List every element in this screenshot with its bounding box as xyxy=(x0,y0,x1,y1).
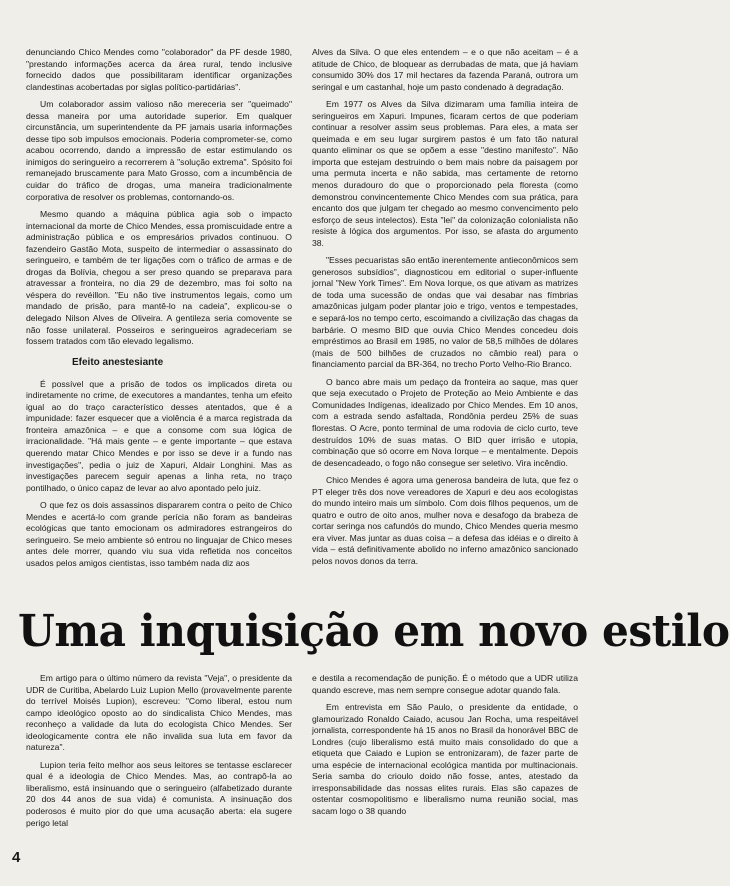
paragraph: Lupion teria feito melhor aos seus leitores se tentasse esclarecer qual é a ideologia de Chico Mendes. Mas, ao contrapô-la ao liberalismo, está insinuando que o seringueiro (alfabetizado durante 20 dos 44 anos de sua vida) é comunista. A insinuação dos poderosos é muito pior do que uma acusação aberta: ela sugere perigo letal xyxy=(26,759,292,828)
page-number: 4 xyxy=(12,849,21,866)
article-right-column xyxy=(312,673,578,824)
paragraph: O que fez os dois assassinos dispararem contra o peito de Chico Mendes e acertá-lo com grande perícia não foram as bandeiras ecológicas que tanto emocionam os admiradores estrangeiros do seringueiro. Se meio ambiente só entrou no linguajar de Chico meses antes dele morrer, quando viu sua vida refletida nos conceitos usados pelos amigos cientistas, isso também nada diz aos xyxy=(26,500,292,568)
right-column xyxy=(312,47,578,574)
paragraph: Um colaborador assim valioso não mereceria ser "queimado" dessa maneira por uma autoridade superior. Em qualquer circunstância, um superintendente da PF jamais usaria informações desse tipo sob impulsos emocionais. Poderia comprometer-se, como acabou ocorrendo, dando a impressão de estar estimulando os inimigos do seringueiro a recorrerem à "solução extrema". Spósito foi remanejado bruscamente para Mato Grosso, com a incumbência de cuidar do tráfico de drogas, uma maneira tradicionalmente corporativa de resolver os problemas, contornando-os. xyxy=(26,99,292,202)
paragraph: Em 1977 os Alves da Silva dizimaram uma família inteira de seringueiros em Xapuri. Impunes, ficaram certos de que poderiam continuar a resolver assim seus problemas. Para eles, a mata ser queimada e em seu lugar surgirem pastos é um fato tão natural quanto eliminar os que se opõem a esse "destino manifesto". Não importa que estejam destruindo o bem mais nobre da paisagem por uma permuta incerta e não sabida, mas certamente de retorno menos duradouro do que o proporcionado pela floresta (como demonstrou convincentemente Chico Mendes com sua prática, para encanto dos que julgam ter chegado ao mesmo convencimento pelo esforço de seus intelectos). Esta "lei" da colonização colonialista não resiste à lógica dos argumentos. Por isso, se afasta do argumento 38. xyxy=(312,99,578,248)
paragraph: É possível que a prisão de todos os implicados direta ou indiretamente no crime, de executores a mandantes, tenha um efeito igual ao do traço característico desses atentados, que é a impunidade: fazer esquecer que a violência é a marca registrada da fronteira amazônica – e que a consome com sua lógica de irracionalidade. "Há mais gente – e gente importante – que estava querendo matar Chico Mendes e por isso se deve ir a fundo nas investigações", pedia o juiz de Xapuri, Aldair Longhini. Mas as investigações parecem seguir apenas a linha reta, no traço pontilhado, o único capaz de levar ao alvo apontado pelo juiz. xyxy=(26,378,292,493)
article-left-column xyxy=(26,673,292,835)
paragraph: denunciando Chico Mendes como "colaborador" da PF desde 1980, "prestando informações acerca da área rural, tendo inclusive fornecido dados que possibilitaram identificar organizações clandestinas acobertadas por siglas político-partidárias". xyxy=(26,47,292,92)
article-headline: Uma inquisição em novo estilo xyxy=(18,606,730,657)
paragraph: Mesmo quando a máquina pública agia sob o impacto internacional da morte de Chico Mendes, essa promiscuidade entre a administração pública e os empresários privados continuou. O fazendeiro Gastão Mota, suspeito de intermediar o assassinato do seringueiro, e também de ter ligações com o tráfico de armas e de drogas da Bolívia, chegou a ser preso quando se preparava para atravessar a fronteira, no dia 29 de dezembro, mas foi solto na véspera do revéillon. "Eu não tive instrumentos legais, como um mandado de prisão, para mantê-lo na cadeia", explicou-se o delegado Nilson Alves de Oliveira. A gentileza seria comovente se não fosse unilateral. Posseiros e seringueiros agradeceriam se fossem tratados com tão elevado legalismo. xyxy=(26,209,292,347)
paragraph: Chico Mendes é agora uma generosa bandeira de luta, que fez o PT eleger três dos nove vereadores de Xapuri e deu aos ecologistas do mundo inteiro mais um símbolo. Com dois filhos pequenos, um de quatro e outro de oito anos, mulher nova e desafogo da brabeza de cortar seringa nos cafundós do mundo, Chico Mendes queria mesmo era viver. Mas juntar as duas coisa – a defesa das idéias e o direito à vida – está definitivamente abolido no inferno amazônico sancionado pelos novos donos da terra. xyxy=(312,475,578,566)
paragraph: "Esses pecuaristas são então inerentemente antieconômicos sem generosos subsídios", diagnosticou em editorial o super-influente jornal "New York Times". Em Nova Iorque, os que ativam as matrizes de toda uma sucessão de ondas que vai desabar nas fímbrias amazônicas julgam poder plantar joio e trigo, ventos e tempestades, e separá-los no tempo certo, escoimando a civilização das chagas da barbárie. O mesmo BID que ouvia Chico Mendes concedeu dois empréstimos ao Brasil em 1985, no valor de 58,5 milhões de dólares (mais de 500 bilhões de cruzados no câmbio real) para o financiamento parcial da BR-364, no trecho Porto Velho-Rio Branco. xyxy=(312,255,578,370)
section-subheading: Efeito anestesiante xyxy=(72,356,164,368)
paragraph: O banco abre mais um pedaço da fronteira ao saque, mas quer que seja executado o Projeto de Proteção ao Meio Ambiente e das Comunidades Indígenas, idealizado por Chico Mendes. Em 10 anos, com a estrada sendo asfaltada, Rondônia perdeu 25% de suas florestas. O Acre, ponto terminal de uma rodovia de ciclo curto, teve destruídos 10% de suas matas. O BID quer irrisão e utopia, combinação que só ocorre em Nova Iorque – e mentalmente. Depois de desencadeado, o fogo não consegue ser seletivo. Vira incêndio. xyxy=(312,376,578,468)
paragraph: Em entrevista em São Paulo, o presidente da entidade, o glamourizado Ronaldo Caiado, acusou Jan Rocha, uma respeitável jornalista, correspondente há 15 anos no Brasil da honorável BBC de Londres (cujo liberalismo está muito mais consolidado do que a etiqueta que Caiado e Lupion se entronizaram), de fazer parte de uma espécie de internacional ecológica mantida por multinacionais. Seria samba do crioulo doido não fosse, antes, atestado da irresponsabilidade das nossas elites rurais. Elas são capazes de ostentar cosmopolitismo e liberalismo numa reunião social, mas sacam logo o 38 quando xyxy=(312,702,578,817)
left-column xyxy=(26,47,292,575)
paragraph: Alves da Silva. O que eles entendem – e o que não aceitam – é a atitude de Chico, de bloquear as derrubadas de mata, que já haviam consumido 30% dos 17 mil hectares da fazenda Paraná, outrora um seringal e um castanhal, hoje um pasto condenado à degradação. xyxy=(312,47,578,92)
paragraph: e destila a recomendação de punição. É o método que a UDR utiliza quando escreve, mas nem sempre consegue adotar quando fala. xyxy=(312,673,578,695)
paragraph: Em artigo para o último número da revista "Veja", o presidente da UDR de Curitiba, Abelardo Luiz Lupion Mello (provavelmente parente do terrível Moisés Lupion), escreveu: "Como liberal, estou num campo ideológico oposto ao do sindicalista Chico Mendes, mas reconheço a validade da luta do ecologista Chico Mendes. Ser ideologicamente contra ele não invalida sua luta em favor da natureza". xyxy=(26,673,292,753)
